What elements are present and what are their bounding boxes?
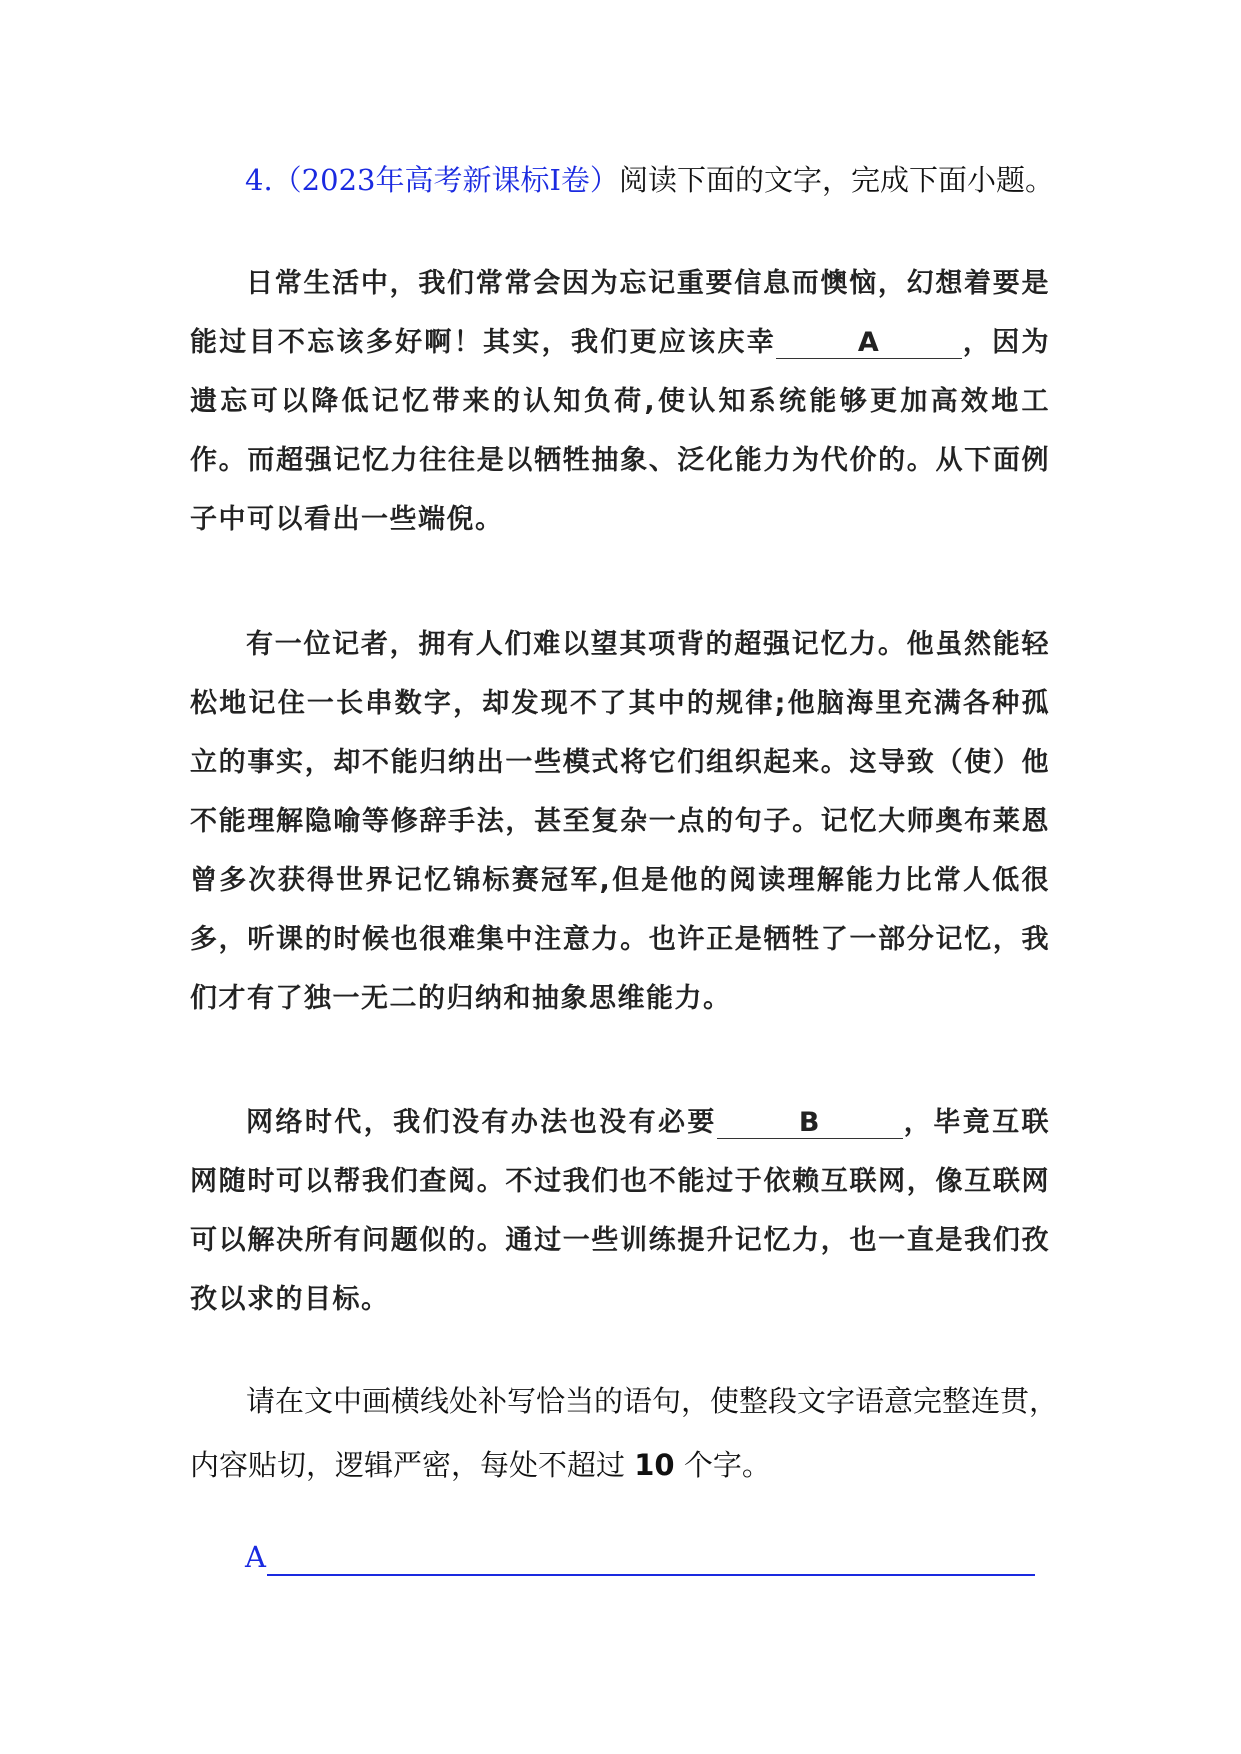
paragraph-3-text-after: ，毕竟互联网随时可以帮我们查阅。不过我们也不能过于依赖互联网，像互联网可以解决所有问题似的。通过一些训练提升记忆力，也一直是我们孜孜以求的目标。 [190, 1107, 1051, 1315]
paragraph-1-text-before: 日常生活中，我们常常会因为忘记重要信息而懊恼，幻想着要是能过目不忘该多好啊！其实，我们更应该庆幸 [190, 268, 1050, 358]
question-title [245, 160, 1105, 200]
instruction-char-limit: 10 [634, 1448, 675, 1482]
question-prompt: 阅读下面的文字，完成下面小题。 [618, 163, 1054, 197]
answer-row-a[interactable] [245, 1536, 1035, 1580]
answer-line-a[interactable] [267, 1574, 1035, 1576]
question-source: （2023年高考新课标Ⅰ卷） [272, 163, 619, 197]
blank-a: A [776, 328, 962, 359]
answer-label-a: A [245, 1540, 266, 1574]
blank-b: B [717, 1108, 903, 1139]
instruction [190, 1369, 1070, 1497]
instruction-text-before: 请在文中画横线处补写恰当的语句，使整段文字语意完整连贯，内容贴切，逻辑严密，每处不超过 [190, 1384, 1059, 1482]
paragraph-3-text-before: 网络时代，我们没有办法也没有必要 [246, 1107, 717, 1138]
instruction-text-after: 个字。 [683, 1448, 771, 1482]
passage-paragraph-2: 有一位记者，拥有人们难以望其项背的超强记忆力。他虽然能轻松地记住一长串数字，却发现不了其中的规律;他脑海里充满各种孤立的事实，却不能归纳出一些模式将它们组织起来。这导致（使）他不能理解隐喻等修辞手法，甚至复杂一点的句子。记忆大师奥布莱恩曾多次获得世界记忆锦标赛冠军,但是他的阅读理解能力比常人低很多，听课的时候也很难集中注意力。也许正是牺牲了一部分记忆，我们才有了独一无二的归纳和抽象思维能力。 [190, 629, 1050, 1014]
question-number: 4. [245, 163, 273, 197]
paragraph-1-text-after: ，因为遗忘可以降低记忆带来的认知负荷,使认知系统能够更加高效地工作。而超强记忆力往往是以牺牲抽象、泛化能力为代价的。从下面例子中可以看出一些端倪。 [190, 327, 1051, 535]
passage-paragraph-1 [190, 254, 1050, 549]
passage-paragraph-3 [190, 1093, 1050, 1329]
